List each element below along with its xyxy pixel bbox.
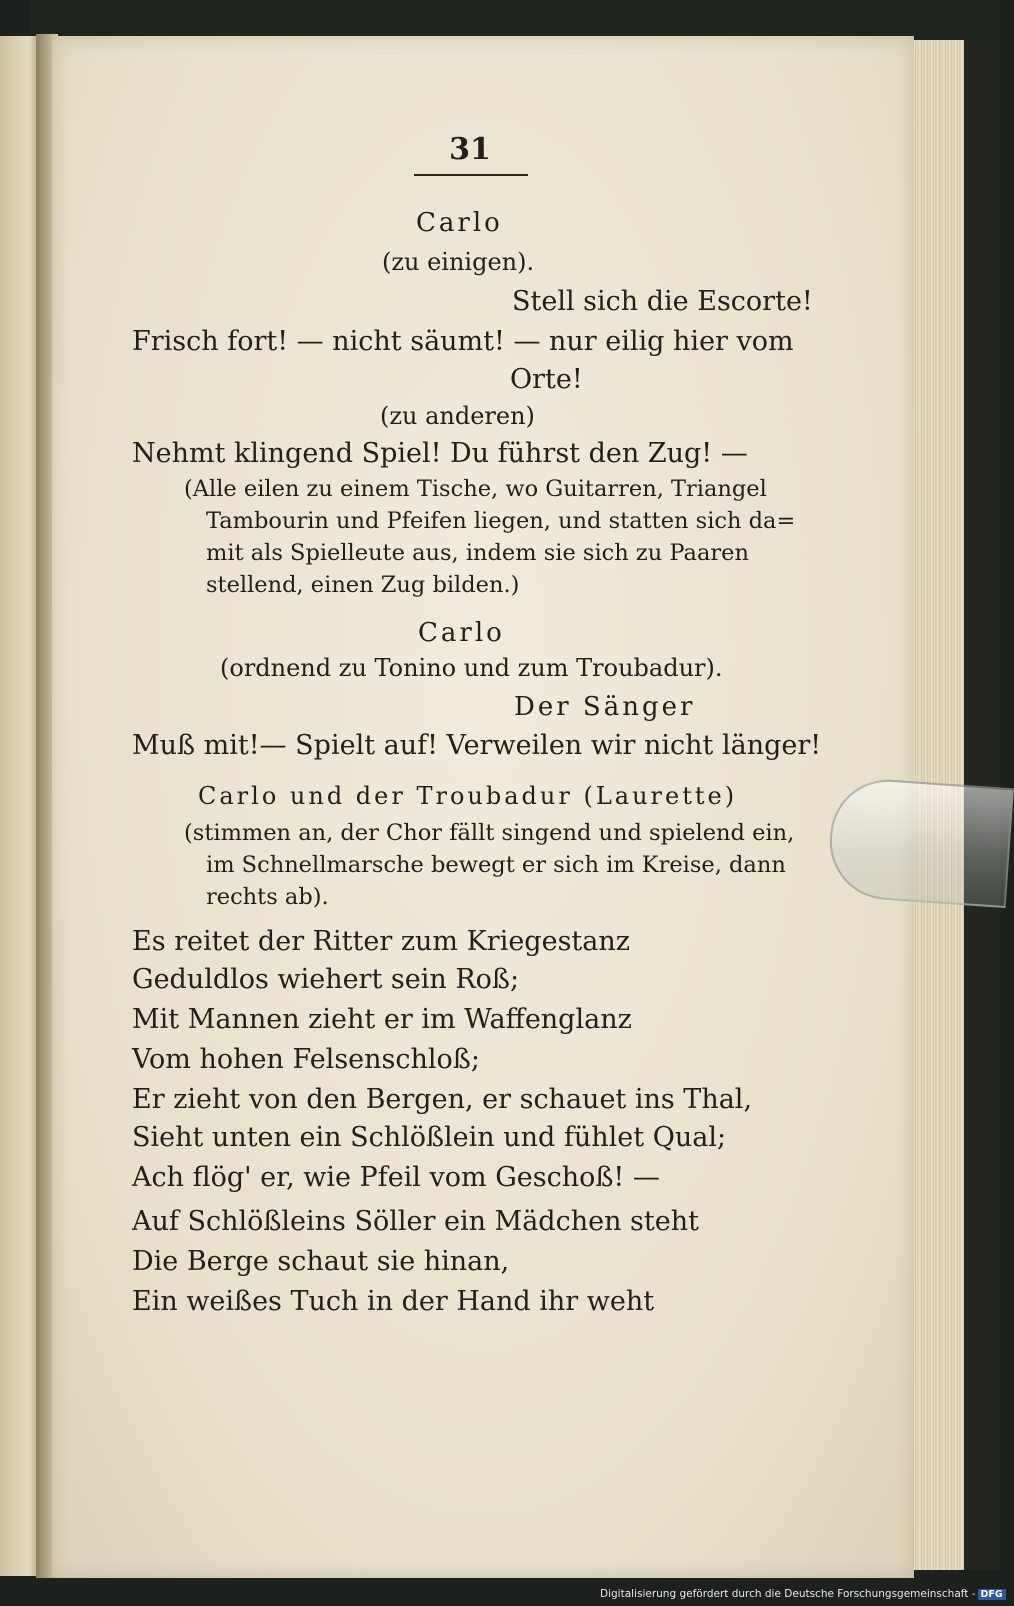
stage-direction: Tambourin und Pfeifen liegen, und statten sich da= <box>206 508 796 534</box>
verse-line: Er zieht von den Bergen, er schauet ins Thal, <box>132 1084 753 1115</box>
stage-direction: im Schnellmarsche bewegt er sich im Kreise, dann <box>206 852 786 878</box>
stage-direction: (zu anderen) <box>380 402 535 430</box>
stage-direction: stellend, einen Zug bilden.) <box>206 572 520 598</box>
stage-direction: rechts ab). <box>206 884 329 910</box>
stage-direction: (Alle eilen zu einem Tische, wo Guitarren, Triangel <box>184 476 767 502</box>
verse-line: Vom hohen Felsenschloß; <box>132 1044 480 1075</box>
speakers-carlo-troubadur: Carlo und der Troubadur (Laurette) <box>198 782 738 810</box>
verse-line: Ach flög' er, wie Pfeil vom Geschoß! — <box>132 1162 660 1193</box>
verse-line: Es reitet der Ritter zum Kriegestanz <box>132 926 630 957</box>
dialogue-line: Muß mit!— Spielt auf! Verweilen wir nicht länger! <box>132 730 822 761</box>
stage-direction: mit als Spielleute aus, indem sie sich zu Paaren <box>206 540 749 566</box>
dialogue-line: Orte! <box>510 364 583 395</box>
verse-line: Sieht unten ein Schlößlein und fühlet Qual; <box>132 1122 727 1153</box>
speaker-carlo: Carlo <box>418 618 505 648</box>
digitization-credit <box>600 1588 1003 1604</box>
dialogue-line: Stell sich die Escorte! <box>512 286 813 317</box>
stage-direction: (ordnend zu Tonino und zum Troubadur). <box>220 654 723 682</box>
dfg-logo: DFG <box>978 1589 1006 1600</box>
page-number-rule <box>414 174 528 176</box>
dialogue-line: Frisch fort! — nicht säumt! — nur eilig hier vom <box>132 326 794 357</box>
credit-text: Digitalisierung gefördert durch die Deutsche Forschungsgemeinschaft - <box>600 1588 976 1600</box>
verse-line: Ein weißes Tuch in der Hand ihr weht <box>132 1286 655 1317</box>
transparent-page-clip <box>826 776 1014 908</box>
speaker-saenger: Der Sänger <box>514 692 696 722</box>
dialogue-line: Nehmt klingend Spiel! Du führst den Zug! — <box>132 438 748 469</box>
verse-line: Auf Schlößleins Söller ein Mädchen steht <box>132 1206 699 1237</box>
speaker-carlo: Carlo <box>416 208 503 238</box>
page-number: 31 <box>449 132 491 167</box>
verse-line: Die Berge schaut sie hinan, <box>132 1246 510 1277</box>
scanner-background <box>30 0 1000 40</box>
left-page-edge <box>0 36 40 1576</box>
stage-direction: (zu einigen). <box>382 248 535 276</box>
verse-line: Mit Mannen zieht er im Waffenglanz <box>132 1004 632 1035</box>
stage-direction: (stimmen an, der Chor fällt singend und spielend ein, <box>184 820 795 846</box>
verse-line: Geduldlos wiehert sein Roß; <box>132 964 520 995</box>
